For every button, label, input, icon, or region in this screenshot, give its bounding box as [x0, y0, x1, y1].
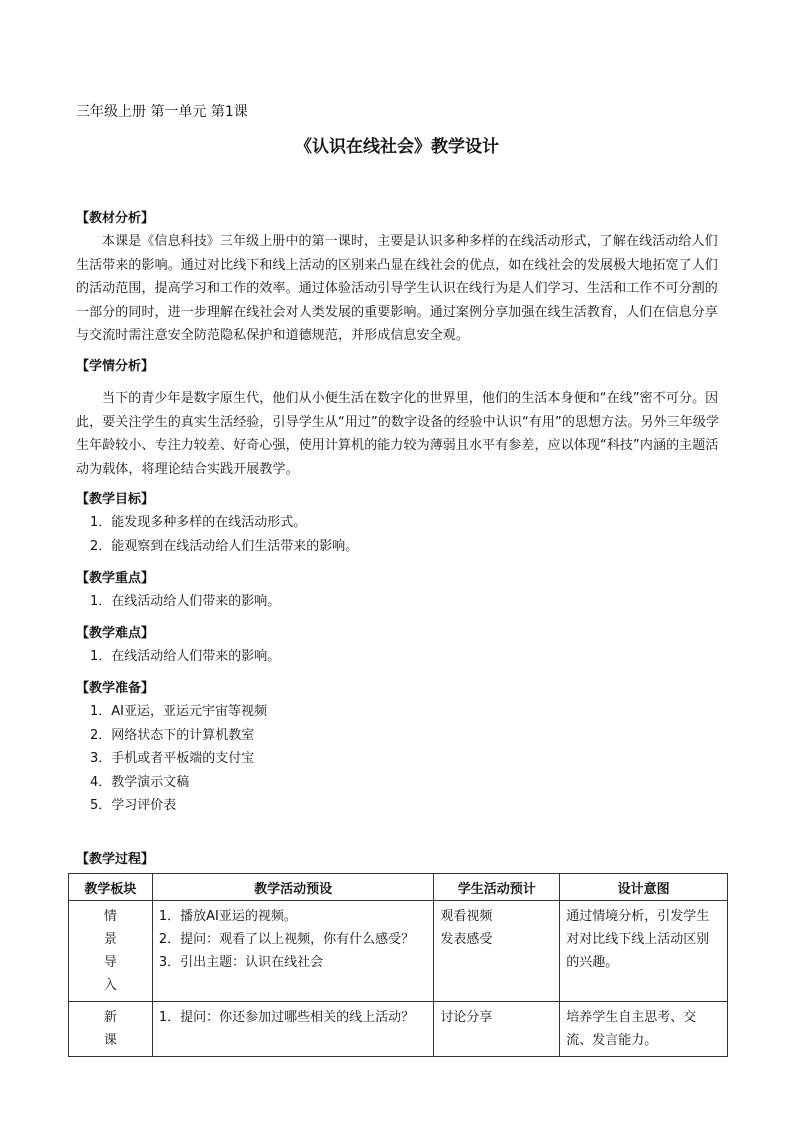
section-difficulties — [76, 623, 726, 669]
section-heading: 【教学重点】 — [76, 571, 155, 586]
stage-char: 课 — [103, 1033, 117, 1048]
teacher-activity-cell — [152, 901, 434, 1002]
section-heading: 【教学目标】 — [76, 492, 155, 507]
column-header: 设计意图 — [560, 874, 728, 901]
intent-cell: 培养学生自主思考、交流、发言能力。 — [560, 1002, 728, 1057]
list-item: 4．教学演示文稿 — [90, 774, 190, 790]
lesson-header: 三年级上册 第一单元 第1课 — [76, 104, 248, 120]
stage-cell — [69, 1002, 153, 1057]
section-heading-process: 【教学过程】 — [76, 852, 155, 867]
stage-char: 景 — [103, 932, 117, 947]
section-heading: 【教学准备】 — [76, 681, 155, 696]
section-preparation — [76, 678, 726, 818]
section-text: 本课是《信息科技》三年级上册中的第一课时，主要是认识多种多样的在线活动形式，了解在线活动给人们生活带来的影响。通过对比线下和线上活动的区别来凸显在线社会的优点，如在线社会的发展极大地拓宽了人们的活动范围，提高学习和工作的效率。通过体验活动引导学生认识在线行为是人们学习、生活和工作不可分割的一部分的同时，进一步理解在线社会对人类发展的重要影响。通过案例分享加强在线生活教育，人们在信息分享与交流时需注意安全防范隐私保护和道德规范，并形成信息安全观。 — [76, 234, 718, 343]
list-item: 1．能发现多种多样的在线活动形式。 — [90, 515, 307, 530]
stage-cell — [69, 901, 153, 1002]
section-heading: 【教材分析】 — [76, 211, 155, 226]
list-item: 3．手机或者平板端的支付宝 — [90, 751, 255, 766]
list-item: 1．AI亚运，亚运元宇宙等视频 — [90, 704, 267, 719]
page-title: 《认识在线社会》教学设计 — [295, 137, 499, 157]
list-item: 2．网络状态下的计算机教室 — [90, 727, 255, 743]
section-heading: 【学情分析】 — [76, 359, 155, 374]
stage-char: 情 — [103, 909, 117, 924]
stage-char: 入 — [103, 978, 117, 993]
section-key-points — [76, 568, 726, 614]
list-item: 2．能观察到在线活动给人们生活带来的影响。 — [90, 538, 359, 554]
activity-line: 讨论分享 — [440, 1010, 493, 1025]
activity-line: 1．提问：你还参加过哪些相关的线上活动？ — [158, 1010, 415, 1025]
table-header-row — [69, 874, 728, 901]
section-goals — [76, 489, 726, 558]
student-activity-cell — [434, 1002, 560, 1057]
teacher-activity-cell — [152, 1002, 434, 1057]
process-table — [68, 873, 728, 1057]
activity-line: 发表感受 — [440, 932, 493, 947]
stage-char: 导 — [103, 955, 117, 970]
activity-line: 1．播放AI亚运的视频。 — [158, 909, 297, 924]
section-analysis — [76, 208, 726, 348]
column-header: 教学板块 — [69, 874, 153, 901]
activity-line: 观看视频 — [440, 909, 493, 924]
list-item: 1．在线活动给人们带来的影响。 — [90, 594, 281, 609]
stage-char: 新 — [103, 1010, 117, 1025]
column-header: 学生活动预计 — [434, 874, 560, 901]
section-text: 当下的青少年是数字原生代，他们从小便生活在数字化的世界里，他们的生活本身便和“在线”密不可分。因此，要关注学生的真实生活经验，引导学生从“用过”的数字设备的经验中认识“有用”的思想方法。另外三年级学生年龄较小、专注力较差、好奇心强，使用计算机的能力较为薄弱且水平有参差，应以体现“科技”内涵的主题活动为载体，将理论结合实践开展教学。 — [76, 391, 720, 477]
column-header: 教学活动预设 — [152, 874, 434, 901]
list-item: 1．在线活动给人们带来的影响。 — [90, 649, 281, 664]
activity-line: 3．引出主题：认识在线社会 — [158, 955, 324, 970]
table-row — [69, 901, 728, 1002]
activity-line: 2．提问：观看了以上视频，你有什么感受？ — [158, 932, 415, 947]
list-item: 5．学习评价表 — [90, 798, 177, 813]
section-students — [76, 356, 726, 481]
intent-cell: 通过情境分析，引发学生对对比线下线上活动区别的兴趣。 — [560, 901, 728, 1002]
student-activity-cell — [434, 901, 560, 1002]
table-row — [69, 1002, 728, 1057]
section-heading: 【教学难点】 — [76, 626, 155, 641]
